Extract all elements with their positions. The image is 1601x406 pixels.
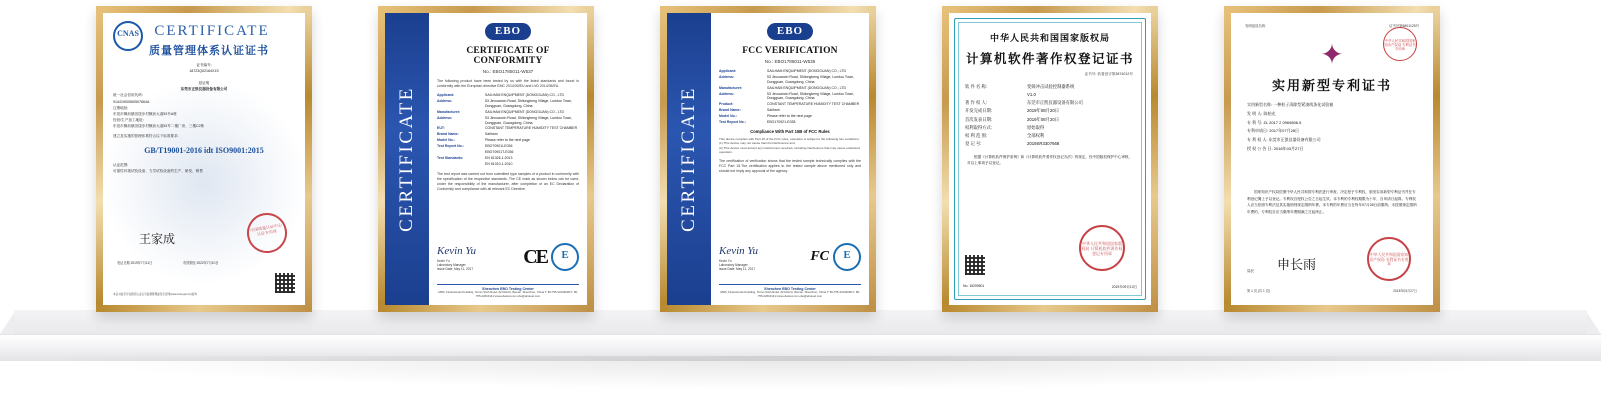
copyright-no: 软著登字第3874012号 <box>1097 72 1133 76</box>
iso-address-label: 注册地址: <box>113 105 129 110</box>
field-key: Address: <box>437 115 453 120</box>
iso-standard-line: 建立及实施的管理体系符合以下标准要求: <box>113 134 179 139</box>
shelf-right-edge <box>1585 310 1601 334</box>
field-value: EBO70901I-E036 <box>485 144 513 149</box>
patent-emblem-icon: ✦ <box>1320 40 1344 71</box>
field-value: EN 61010-1:2010 <box>485 161 513 166</box>
ce-issue-label: Issue Date: <box>437 267 454 271</box>
field-key: Applicant: <box>719 69 737 73</box>
field-value: 2019SR3307668 <box>1027 141 1060 147</box>
field-key: 实用新型名称: <box>1247 102 1273 107</box>
field-value: 全部权利 <box>1027 132 1045 138</box>
certificate-utility-patent[interactable] <box>1224 6 1440 312</box>
field-key <box>437 162 485 167</box>
field-key <box>965 91 1027 99</box>
ce-signature-name: Kevin Yu <box>437 259 450 263</box>
patent-top-seal: 中华人民共和国国家知识产权局 专利证书专用章 <box>1383 27 1417 61</box>
cnas-logo-icon: CNAS <box>113 21 143 51</box>
field-value: 53 Jincuanxin Road, Shilongkeng Village, Luedou Town, Dongguan, Guangdong, China <box>767 74 855 84</box>
field-key: Test Report No.: <box>719 120 746 125</box>
certificate-software-copyright[interactable] <box>942 6 1158 312</box>
field-key: Address: <box>437 99 453 104</box>
copyright-title: 计算机软件著作权登记证书 <box>965 52 1134 66</box>
ce-footer-name: Shenzhen EBO Testing Center <box>482 287 534 292</box>
ce-signature-row <box>437 243 579 271</box>
field-key: 软 件 名 称: <box>965 84 987 89</box>
copyright-fields <box>965 83 1135 148</box>
fcc-signature-name: Kevin Yu <box>719 259 732 263</box>
copyright-footer-left: No. 15209501 <box>963 284 985 288</box>
certificate-iso9001[interactable] <box>96 6 312 312</box>
fcc-signature-row <box>719 243 861 271</box>
fcc-title: FCC VERIFICATION <box>742 46 838 56</box>
field-key: 专 利 号: <box>1247 119 1263 125</box>
iso-heading-cn: 质量管理体系认证证书 <box>149 45 269 57</box>
patent-director-label: 局长 <box>1247 269 1255 274</box>
field-key: Model No.: <box>437 138 455 143</box>
patent-footer-right: 2018年03月27日 <box>1393 289 1417 293</box>
ce-no: EBO1785011-W537 <box>492 69 534 74</box>
side-banner <box>667 13 711 305</box>
field-value: V1.0 <box>1027 92 1036 98</box>
field-value: 2018年03月27日 <box>1273 145 1304 151</box>
field-value: 东莞市正凯仪器设备有限公司 <box>1027 100 1083 106</box>
shelf-left-edge <box>0 310 16 334</box>
iso-section-label: 兹证明 <box>198 81 210 86</box>
iso-issue-date: 2019年7月11日 <box>130 261 153 265</box>
iso-red-stamp: 中国质量认证中心 认证专用章 <box>244 210 290 256</box>
iso-scope-label: 经营/生产加工地址: <box>113 117 144 122</box>
fcc-note-1: This device complies with Part 15 of the FCC rules, operation is subject to the following two conditions: <box>719 136 860 141</box>
certificate-page <box>667 13 869 305</box>
field-value: Sailham <box>767 108 780 113</box>
field-key: Test Standards: <box>437 155 464 160</box>
field-value: SAILHAM ENQUIPMENT (DONGGUAN) CO., LTD <box>767 85 847 90</box>
ebo-seal-icon: E <box>833 243 861 271</box>
fcc-mark-icon: FC <box>810 249 829 264</box>
ce-issue-date: May 11, 2017 <box>454 267 474 271</box>
shelf-top-surface <box>14 310 1587 334</box>
field-key: 专 利 权 人: <box>1247 137 1268 143</box>
field-value: EN 61326-1:2013 <box>485 155 513 160</box>
patent-director-signature: 申长雨 <box>1277 257 1317 272</box>
compliance-marks <box>523 243 579 271</box>
field-key: Address: <box>719 74 735 79</box>
field-key: 发 明 人: <box>1247 110 1263 116</box>
iso-range-text: 可靠性环境试验设备、力学试验设备的生产、研发、销售 <box>113 169 203 174</box>
field-key: 权 利 范 围: <box>965 132 987 138</box>
ebo-seal-icon: E <box>551 243 579 271</box>
fcc-issue-date: May 11, 2017 <box>736 267 756 271</box>
field-key: Manufacturer: <box>719 85 743 90</box>
side-banner-text: CERTIFICATE <box>396 86 417 232</box>
certificate-page <box>949 13 1151 305</box>
field-key: Brand Name: <box>437 132 459 137</box>
iso-valid-label: 有效期至 <box>183 261 196 265</box>
fcc-signature-role: Laboratory Manager <box>719 263 748 267</box>
fcc-footer-name: Shenzhen EBO Testing Center <box>764 287 816 292</box>
field-key: 首次发表日期: <box>965 116 992 122</box>
side-banner <box>385 13 429 305</box>
field-value: 变频冲击试验控制器系统 <box>1027 84 1075 89</box>
certificate-page <box>385 13 587 305</box>
patent-red-seal: 中华人民共和国国家知识产权局 专利证书专用章 <box>1367 237 1411 281</box>
ce-signature-role: Laboratory Manager <box>437 263 466 267</box>
patent-header-cn: 发明创造名称 <box>1245 24 1266 28</box>
qr-code-icon <box>965 255 985 275</box>
ce-footer <box>437 284 579 299</box>
field-value: 53 Jincuanxin Road, Shilongkeng Village, Luedou Town, Dongguan, Guangdong, China <box>767 91 855 101</box>
fcc-note-3: (2) This device must accept any interference received, including interference that may cause undesired operation. <box>719 145 860 154</box>
field-key: Manufacturer: <box>437 109 461 114</box>
ebo-logo-icon: EBO <box>485 23 531 40</box>
field-value: CONSTANT TEMPERATURE HUMIDITY TEST CHAMBER <box>767 102 860 107</box>
qr-code-icon <box>275 273 295 293</box>
side-banner-text: CERTIFICATE <box>678 86 699 232</box>
ce-signature-script: Kevin Yu <box>437 245 477 257</box>
iso-footer-note: 本证书信息可在国家认证认可监督管理委员会官网(www.cnca.gov.cn)查询 <box>113 293 197 297</box>
field-value: Please refer to the next page <box>485 138 530 143</box>
fcc-no-label: No.: <box>764 59 774 64</box>
field-value: EBO70901T-E036 <box>485 150 514 155</box>
field-key: 登 记 号: <box>965 141 982 147</box>
iso-scope: 东莞市横沥镇田饶步村横沥大道53号二楼厂房、三楼C2栋 <box>113 123 205 128</box>
field-value: SAILHAM ENQUIPMENT (DONGGUAN) CO., LTD <box>485 93 565 98</box>
copyright-red-seal: 中华人民共和国国家版权局 计算机软件著作权登记专用章 <box>1079 225 1125 271</box>
ce-statement: The test report was carried out from submitted type samples of a product in conformity with the specification of the respective standards. The CE mark as shown below can be used, under the responsibility of the manufacturer, after completion of an EC Declaration of Conformity and compliance with all relevant EC Directive. <box>437 171 579 191</box>
field-value: ZL 2017 2 0969806.5 <box>1263 119 1302 125</box>
iso-company: 东莞市正凯仪器设备有限公司 <box>180 87 228 92</box>
field-value: CONSTANT TEMPERATURE HUMIDITY TEST CHAMBER <box>485 126 578 131</box>
iso-credit-code: 91441900550507664A <box>113 99 150 104</box>
fcc-highlight: Compliance With Part 15B of FCC Rules <box>750 128 830 134</box>
compliance-marks <box>810 243 861 271</box>
field-key: Test Report No.: <box>437 144 464 149</box>
iso-credit-label: 统一社会信用代码: <box>113 93 143 98</box>
iso-valid-date: 2022年7月10日 <box>196 261 219 265</box>
field-key: 著 作 权 人: <box>965 100 987 106</box>
field-key: 授 权 公 告 日: <box>1247 145 1273 151</box>
field-value: 2017年07月28日 <box>1269 128 1300 134</box>
iso-cert-no-label: 证书编号: <box>196 63 212 67</box>
fcc-signature-script: Kevin Yu <box>719 245 759 257</box>
field-value: Please refer to the next page <box>767 114 812 119</box>
field-value: 原始取得 <box>1027 124 1045 130</box>
display-shelf <box>0 300 1601 406</box>
field-key: Applicant: <box>437 93 455 98</box>
field-value: 一种粒子清除型紧凑线条化试验箱 <box>1273 102 1334 107</box>
field-key: 专利申请日: <box>1247 128 1269 134</box>
shelf-shadow <box>40 356 1560 390</box>
ce-no-label: No.: <box>482 69 492 74</box>
field-key: 权利取得方式: <box>965 124 992 130</box>
field-value: 2019年08月20日 <box>1027 116 1060 122</box>
fcc-note-2: (1) This device may not cause harmful interference and, <box>719 141 796 146</box>
field-key: Address: <box>719 91 735 96</box>
field-value: 53 Jincuanxin Road, Shilongkeng Village, Luedou Town, Dongguan, Guangdong, China <box>485 99 573 108</box>
iso-issue-label: 发证日期 <box>117 261 130 265</box>
field-value: EBO170921-E038 <box>767 120 796 125</box>
fcc-footer-address: A506, Financial and building, Xin'an Sixth Road, 62 District, Bao'an, Shenzhen, China T: 86-755-33129008 F: 86-755-22616141 www.ebotest.com ebo@ebotest.com <box>720 290 860 299</box>
patent-footer-left: 第 1 页 (共 1 页) <box>1247 289 1270 293</box>
field-value: 53 Jincuanxin Road, Shilongkeng Village, Luedou Town, Dongguan, Guangdong, China <box>485 115 573 125</box>
shelf-front-face <box>0 334 1601 361</box>
fcc-issue-label: Issue Date: <box>719 267 736 271</box>
copyright-authority: 中华人民共和国国家版权局 <box>989 33 1110 43</box>
fcc-footer <box>719 284 861 299</box>
field-key: Product: <box>719 102 734 107</box>
ce-intro: The following product have been tested by us with the listed standards and found in conformity with the European directive EMC 2014/30/EU and LVD 2014/35/EU. <box>437 79 579 89</box>
field-value: 东莞市正凯仪器设备有限公司 <box>1268 137 1321 143</box>
field-key <box>437 150 485 155</box>
ce-mark-icon: CE <box>523 246 547 268</box>
field-value: Sailham <box>485 132 498 137</box>
field-key: EUT: <box>437 126 445 131</box>
certificate-page <box>1231 13 1433 305</box>
certificate-page <box>103 13 305 305</box>
iso-address: 东莞市横沥镇田饶步村横沥大道53号A栋 <box>113 111 177 116</box>
patent-header-no: 证书号第6601125号 <box>1389 24 1419 28</box>
field-key: 开发完成日期: <box>965 108 992 114</box>
field-key: Brand Name: <box>719 108 741 113</box>
ebo-logo-icon: EBO <box>767 23 813 40</box>
iso-signature: 王家成 <box>139 232 176 246</box>
patent-title: 实用新型专利证书 <box>1271 78 1392 93</box>
patent-paragraph: 国家知识产权局依照中华人民共和国专利法进行审查，决定授予专利权，颁发实用新型专利证书并在专利登记簿上予以登记。专利权自授权公告之日起生效。本专利的专利权期限为十年，自申请日起算。专利权人应当依照专利法及其实施细则规定缴纳年费。本专利的年费应当在每年07月28日前缴纳。未按照规定缴纳年费的，专利权自应当缴纳年费期满之日起终止。 <box>1247 190 1417 214</box>
copyright-note: 根据《计算机软件保护条例》和《计算机软件著作权登记办法》的规定，经中国版权保护中心审核，对以上事项予以登记。 <box>967 155 1133 166</box>
field-value: SAILHAM ENQUIPMENT (DONGGUAN) CO., LTD <box>485 109 565 114</box>
field-key: Model No.: <box>719 114 737 119</box>
ce-title: CERTIFICATE OF CONFORMITY <box>466 46 550 66</box>
iso-cert-no: 18723Q02164X1S <box>189 69 219 74</box>
fcc-no: EBO1785011-W535 <box>774 59 816 64</box>
iso-range-label: 认证范围: <box>113 163 129 168</box>
copyright-footer-right: 2019年09月13日 <box>1111 285 1137 289</box>
fcc-statement: The certification of verification shows that the tested sample technically complies with the FCC Part 15.The certification applies to the tested sample above mentioned only and should not imply any approval of the agency. <box>719 159 861 174</box>
certificate-ce-conformity[interactable] <box>378 6 594 312</box>
iso-heading-en: CERTIFICATE <box>154 23 270 39</box>
field-value: 陈柏光 <box>1263 110 1276 116</box>
certificate-fcc-verification[interactable] <box>660 6 876 312</box>
field-value: SAILHAM ENQUIPMENT (DONGGUAN) CO., LTD <box>767 69 847 73</box>
ce-footer-address: A506, Financial and building, Xin'an Sixth Road, 62 District, Bao'an, Shenzhen, China T: 86-755-33129008 F: 86-755-22616141 www.ebotest.com ebo@ebotest.com <box>438 290 578 299</box>
patent-fields <box>1247 101 1417 154</box>
copyright-no-label: 证书号: <box>1084 72 1097 76</box>
iso-standard: GB/T19001-2016 idt ISO9001:2015 <box>144 146 264 156</box>
field-value: 2019年08月20日 <box>1027 108 1060 114</box>
